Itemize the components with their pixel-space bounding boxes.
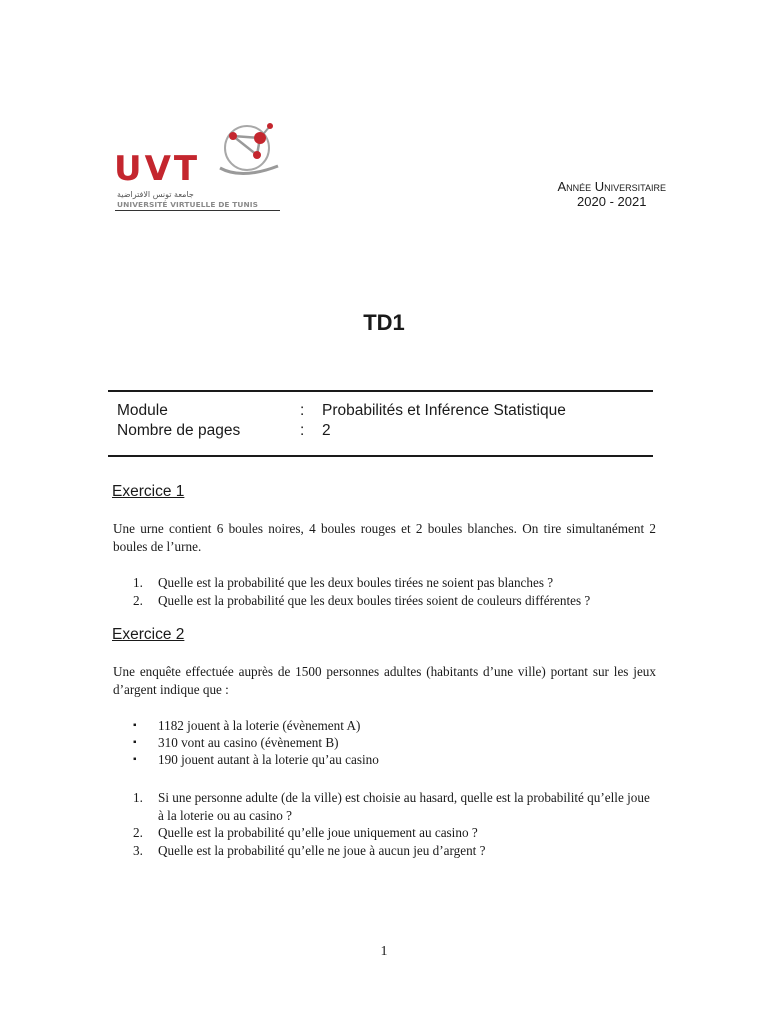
module-separator: : — [300, 402, 305, 419]
page-number: 1 — [380, 944, 388, 959]
list-item: ▪ 190 jouent autant à la loterie qu’au casino — [133, 752, 379, 767]
list-item: ▪ 1182 jouent à la loterie (évènement A) — [133, 718, 361, 733]
list-item: 3. Quelle est la probabilité qu’elle ne joue à aucun jeu d’argent ? — [133, 842, 486, 858]
pages-value: 2 — [322, 422, 331, 439]
logo-text: UVT — [114, 149, 201, 189]
module-label: Module — [117, 402, 168, 419]
bullet-icon: ▪ — [133, 720, 137, 731]
academic-year-value: 2020 - 2021 — [577, 194, 647, 209]
list-item: 2. Quelle est la probabilité que les deux boules tirées soient de couleurs différentes ? — [133, 592, 591, 608]
logo-subtitle: UNIVERSITÉ VIRTUELLE DE TUNIS — [117, 200, 259, 209]
exercise2-questions — [113, 789, 658, 859]
exercise2-statement: Une enquête effectuée auprès de 1500 personnes adultes (habitants d’une ville) portant sur les jeux d’argent indique que : — [113, 664, 656, 697]
logo-underline — [115, 210, 280, 211]
bullet-icon: ▪ — [133, 754, 137, 765]
bottom-rule — [108, 455, 653, 457]
module-value: Probabilités et Inférence Statistique — [322, 402, 566, 419]
list-item: ▪ 310 vont au casino (évènement B) — [133, 735, 339, 750]
document-title: TD1 — [363, 310, 405, 335]
pages-separator: : — [300, 422, 305, 439]
exercise2-facts — [113, 717, 513, 768]
bullet-icon: ▪ — [133, 737, 137, 748]
pages-label: Nombre de pages — [117, 422, 241, 439]
exercise1-heading: Exercice 1 — [112, 483, 185, 500]
uvt-logo-graphic — [112, 118, 284, 190]
logo-arabic-text: جامعة تونس الافتراضية — [117, 190, 194, 199]
top-rule — [108, 390, 653, 392]
exercise1-questions — [113, 574, 673, 609]
academic-year-label: Année Universitaire — [557, 179, 666, 194]
list-item: 2. Quelle est la probabilité qu’elle joue uniquement au casino ? — [133, 825, 478, 840]
uvt-logo — [112, 118, 284, 214]
list-item: 1. Si une personne adulte (de la ville) est choisie au hasard, quelle est la probabilité qu’elle joue à la loterie ou au casino ? — [133, 790, 650, 823]
exercise2-heading: Exercice 2 — [112, 626, 185, 643]
list-item: 1. Quelle est la probabilité que les deux boules tirées ne soient pas blanches ? — [133, 575, 554, 590]
exercise1-statement: Une urne contient 6 boules noires, 4 boules rouges et 2 boules blanches. On tire simultanément 2 boules de l’urne. — [113, 521, 656, 554]
academic-year-block — [557, 179, 666, 209]
